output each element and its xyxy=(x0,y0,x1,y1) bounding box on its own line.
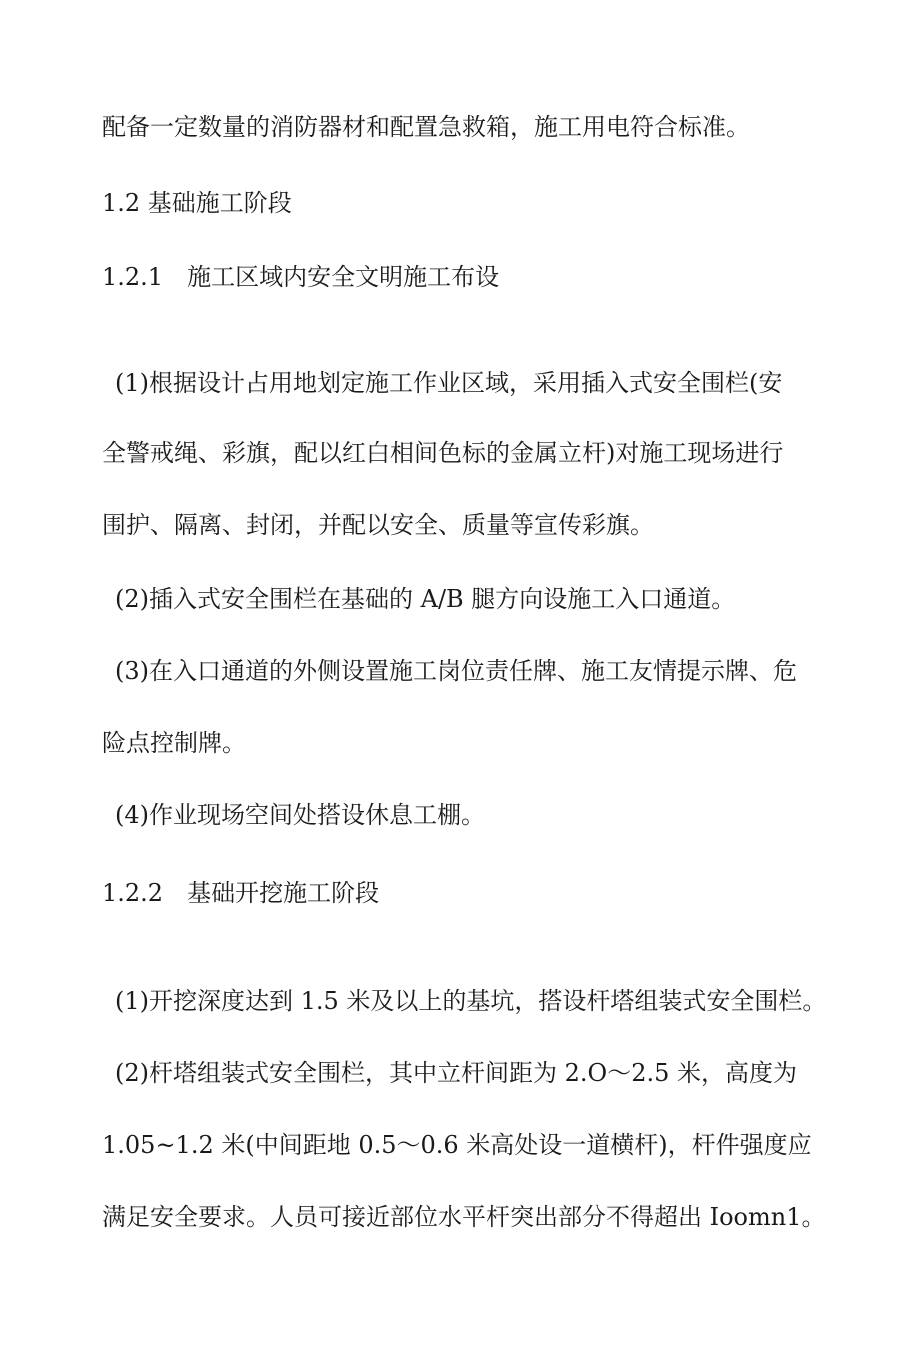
paragraph-line: 1.05~1.2 米(中间距地 0.5～0.6 米高处设一道横杆)，杆件强度应 xyxy=(102,1131,812,1159)
paragraph-line: (2)杆塔组装式安全围栏，其中立杆间距为 2.O～2.5 米，高度为 xyxy=(115,1059,797,1087)
paragraph-line: (3)在入口通道的外侧设置施工岗位责任牌、施工友情提示牌、危 xyxy=(115,657,797,685)
paragraph-line: 险点控制牌。 xyxy=(102,729,246,757)
paragraph-line: (1)开挖深度达到 1.5 米及以上的基坑，搭设杆塔组装式安全围栏。 xyxy=(115,987,827,1015)
paragraph-line: (1)根据设计占用地划定施工作业区域，采用插入式安全围栏(安 xyxy=(115,369,783,397)
paragraph-line: 满足安全要求。人员可接近部位水平杆突出部分不得超出 Ioomn1。 xyxy=(102,1203,826,1231)
paragraph-line: (2)插入式安全围栏在基础的 A/B 腿方向设施工入口通道。 xyxy=(115,585,736,613)
section-heading: 1.2 基础施工阶段 xyxy=(102,189,292,217)
paragraph-line: 配备一定数量的消防器材和配置急救箱，施工用电符合标准。 xyxy=(102,113,750,141)
paragraph-line: 全警戒绳、彩旗，配以红白相间色标的金属立杆)对施工现场进行 xyxy=(102,439,784,467)
subsection-heading: 1.2.2 基础开挖施工阶段 xyxy=(102,879,380,907)
subsection-heading: 1.2.1 施工区域内安全文明施工布设 xyxy=(102,263,500,291)
paragraph-line: (4)作业现场空间处搭设休息工棚。 xyxy=(115,801,485,829)
paragraph-line: 围护、隔离、封闭，并配以安全、质量等宣传彩旗。 xyxy=(102,511,654,539)
